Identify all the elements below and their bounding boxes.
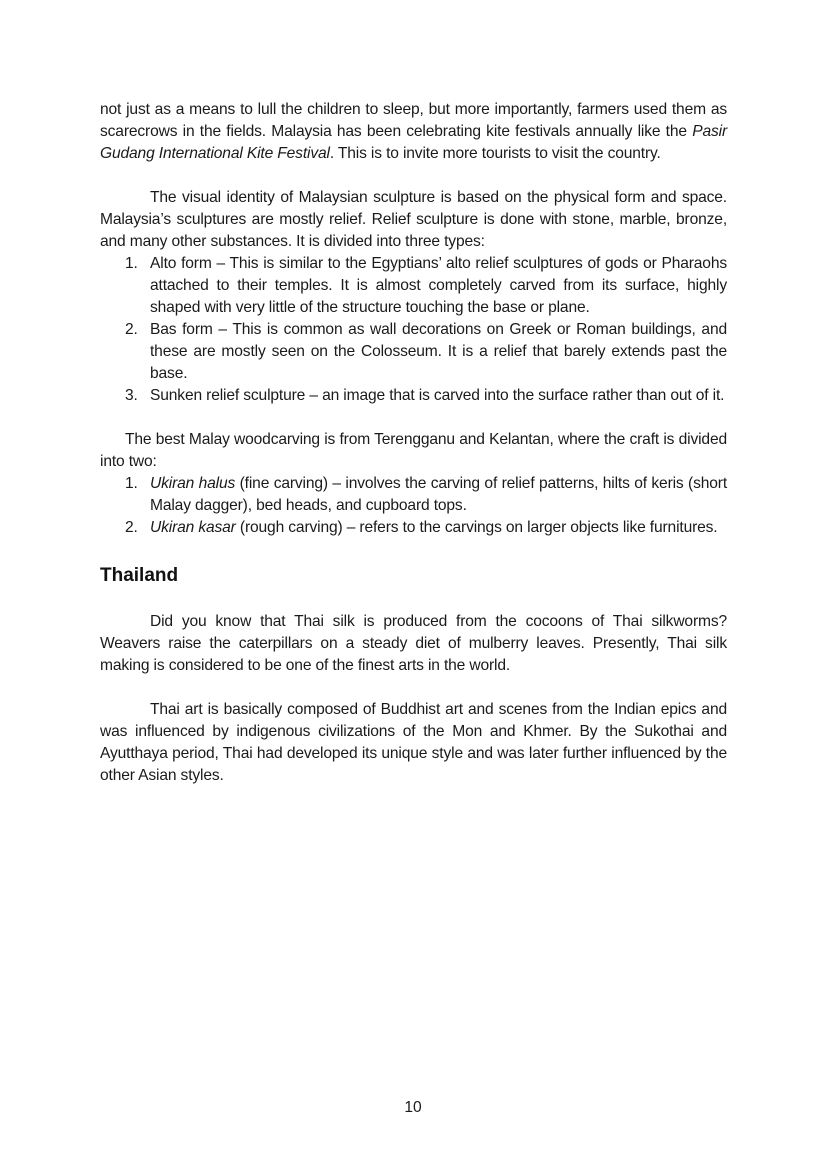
paragraph-spacer [100,407,727,429]
list-item: 2. Ukiran kasar (rough carving) – refers to the carvings on larger objects like furnitures. [125,519,718,536]
list-item: 2. Bas form – This is common as wall decorations on Greek or Roman buildings, and these are mostly seen on the Colosseum. It is a relief that barely extends past the base. [125,321,727,382]
page-number: 10 [404,1099,422,1116]
section-heading-thailand: Thailand [100,565,179,586]
sculpture-types-list [100,253,727,407]
intro-paragraph: not just as a means to lull the children to sleep, but more importantly, farmers used them as scarecrows in the fields. Malaysia has been celebrating kite festivals annually like the Pasir Gudang International Kite Festival. This is to invite more tourists to visit the country. [100,101,727,162]
woodcarving-types-list [100,473,727,539]
paragraph-spacer [100,677,727,699]
list-item: 1. Alto form – This is similar to the Egyptians’ alto relief sculptures of gods or Pharaohs attached to their temples. It is almost completely carved from its surface, highly shaped with very little of the structure touching the base or plane. [125,255,727,316]
paragraph-spacer [100,165,727,187]
list-item: 1. Ukiran halus (fine carving) – involves the carving of relief patterns, hilts of keris (short Malay dagger), bed heads, and cupboard tops. [125,475,728,514]
sculpture-paragraph: The visual identity of Malaysian sculpture is based on the physical form and space. Malaysia’s sculptures are mostly relief. Relief sculpture is done with stone, marble, bronze, and many other substances. It is divided into three types: [100,189,727,250]
festival-name: Pasir Gudang International Kite Festival [100,123,727,162]
section-spacer [100,539,727,563]
document-page [100,99,727,787]
list-item: 3. Sunken relief sculpture – an image that is carved into the surface rather than out of it. [125,387,725,404]
woodcarving-paragraph: The best Malay woodcarving is from Terengganu and Kelantan, where the craft is divided into two: [100,431,727,470]
thai-art-paragraph: Thai art is basically composed of Buddhist art and scenes from the Indian epics and was influenced by indigenous civilizations of the Mon and Khmer. By the Sukothai and Ayutthaya period, Thai had developed its unique style and was later further influenced by the other Asian styles. [100,701,727,784]
section-spacer [100,589,727,611]
thai-silk-paragraph: Did you know that Thai silk is produced from the cocoons of Thai silkworms? Weavers raise the caterpillars on a steady diet of mulberry leaves. Presently, Thai silk making is considered to be one of the finest arts in the world. [100,613,727,674]
